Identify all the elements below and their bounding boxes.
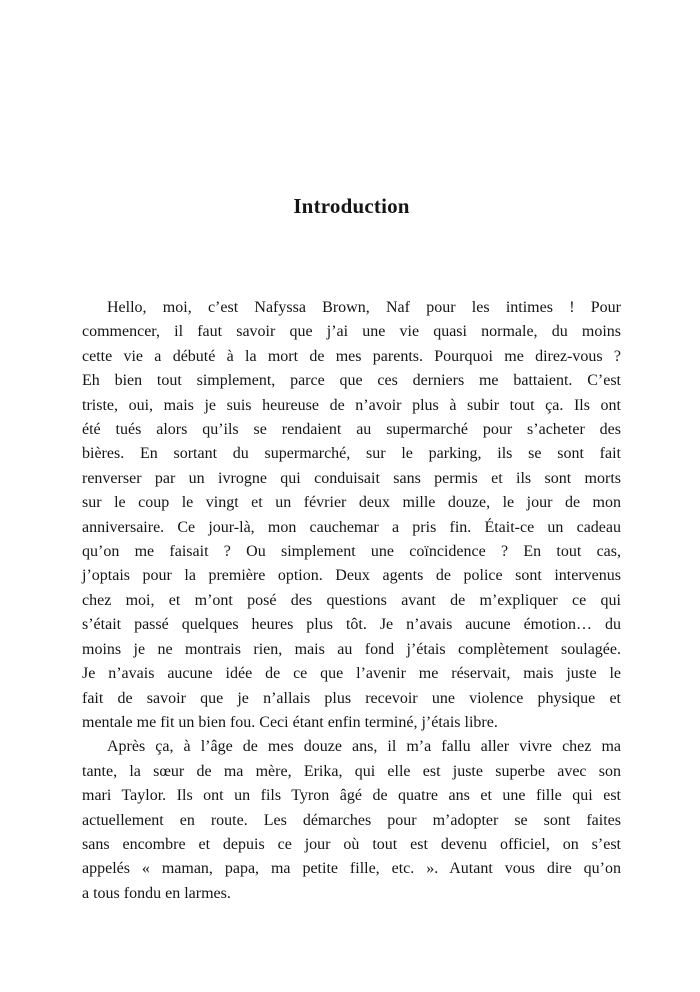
text-line: chez moi, et m’ont posé des questions avant de m’expliquer ce qui — [82, 591, 621, 609]
text-line: été tués alors qu’ils se rendaient au supermarché pour s’acheter des — [82, 421, 621, 439]
text-line: actuellement en route. Les démarches pour m’adopter se sont faites — [82, 811, 621, 829]
text-line: qu’on me faisait ? Ou simplement une coïncidence ? En tout cas, — [82, 543, 621, 561]
text-line: sur le coup le vingt et un février deux mille douze, le jour de mon — [82, 494, 621, 512]
text-line: Eh bien tout simplement, parce que ces derniers me battaient. C’est — [82, 372, 621, 390]
text-line: tante, la sœur de ma mère, Erika, qui elle est juste superbe avec son — [82, 762, 621, 780]
text-line: mari Taylor. Ils ont un fils Tyron âgé de quatre ans et une fille qui est — [82, 787, 621, 805]
text-line: s’était passé quelques heures plus tôt. Je n’avais aucune émotion… du — [82, 616, 621, 634]
text-line: Hello, moi, c’est Nafyssa Brown, Naf pour les intimes ! Pour — [107, 299, 621, 316]
text-line: Après ça, à l’âge de mes douze ans, il m’a fallu aller vivre chez ma — [107, 738, 621, 756]
text-line: appelés « maman, papa, ma petite fille, etc. ». Autant vous dire qu’on — [82, 860, 621, 878]
text-line: a tous fondu en larmes. — [82, 884, 231, 902]
text-line: mentale me fit un bien fou. Ceci étant enfin terminé, j’étais libre. — [82, 713, 498, 731]
text-line: renverser par un ivrogne qui conduisait sans permis et ils sont morts — [82, 469, 621, 487]
paragraph-1 — [82, 296, 621, 735]
page-content — [82, 193, 621, 906]
text-line: bières. En sortant du supermarché, sur le parking, ils se sont fait — [82, 445, 621, 463]
text-line: anniversaire. Ce jour-là, mon cauchemar a pris fin. Était-ce un cadeau — [82, 518, 621, 536]
body-text — [82, 296, 621, 906]
text-line: triste, oui, mais je suis heureuse de n’avoir plus à subir tout ça. Ils ont — [82, 396, 621, 414]
text-line: cette vie a débuté à la mort de mes parents. Pourquoi me direz-vous ? — [82, 347, 621, 365]
text-line: fait de savoir que je n’allais plus recevoir une violence physique et — [82, 689, 621, 707]
text-line: sans encombre et depuis ce jour où tout est devenu officiel, on s’est — [82, 835, 621, 853]
text-line: j’optais pour la première option. Deux agents de police sont intervenus — [82, 567, 621, 585]
paragraph-2 — [82, 735, 621, 906]
text-line: Je n’avais aucune idée de ce que l’avenir me réservait, mais juste le — [82, 665, 621, 683]
chapter-title: Introduction — [293, 194, 410, 218]
text-line: moins je ne montrais rien, mais au fond j’étais complètement soulagée. — [82, 640, 621, 658]
text-line: commencer, il faut savoir que j’ai une vie quasi normale, du moins — [82, 323, 621, 341]
